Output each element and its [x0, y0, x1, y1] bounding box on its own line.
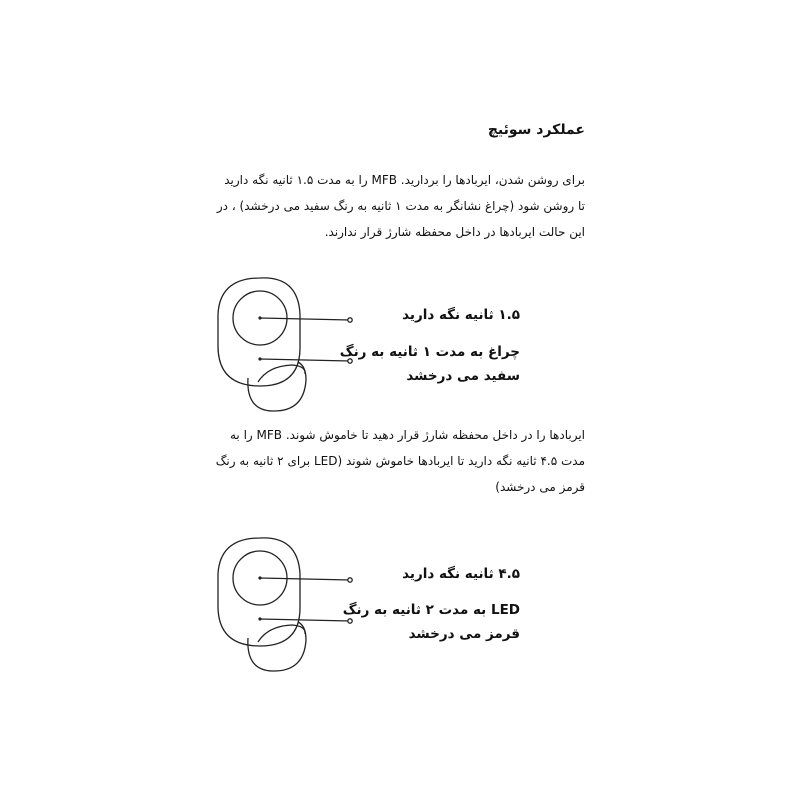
section-title: عملکرد سوئیچ	[487, 122, 585, 138]
red-led-label: LED به مدت ۲ ثانیه به رنگ قرمز می درخشد	[342, 602, 520, 642]
power-on-instructions: برای روشن شدن، ایربادها را بردارید. MFB را به مدت ۱.۵ ثانیه نگه دارید تا روشن شود (چراغ نشانگر به مدت ۱ ثانیه به رنگ سفید می درخشد) ، در این حالت ایربادها در داخل محفظه شارژ قرار ندارند.	[216, 173, 585, 239]
earbud-body-shape	[218, 538, 300, 646]
white-led-label: چراغ به مدت ۱ ثانیه به رنگ سفید می درخشد	[339, 344, 520, 384]
earbud-body-shape	[218, 278, 300, 386]
earbud-nozzle-shape	[258, 365, 305, 382]
hold-4-5s-label: ۴.۵ ثانیه نگه دارید	[402, 566, 520, 582]
hold-1-5s-label: ۱.۵ ثانیه نگه دارید	[402, 307, 520, 323]
power-off-instructions: ایربادها را در داخل محفظه شارژ قرار دهید تا خاموش شوند. MFB را به مدت ۴.۵ ثانیه نگه دارید تا ایربادها خاموش شوند (LED برای ۲ ثانیه به رنگ قرمز می درخشد)	[215, 428, 585, 494]
earbud-nozzle-shape	[258, 625, 305, 642]
